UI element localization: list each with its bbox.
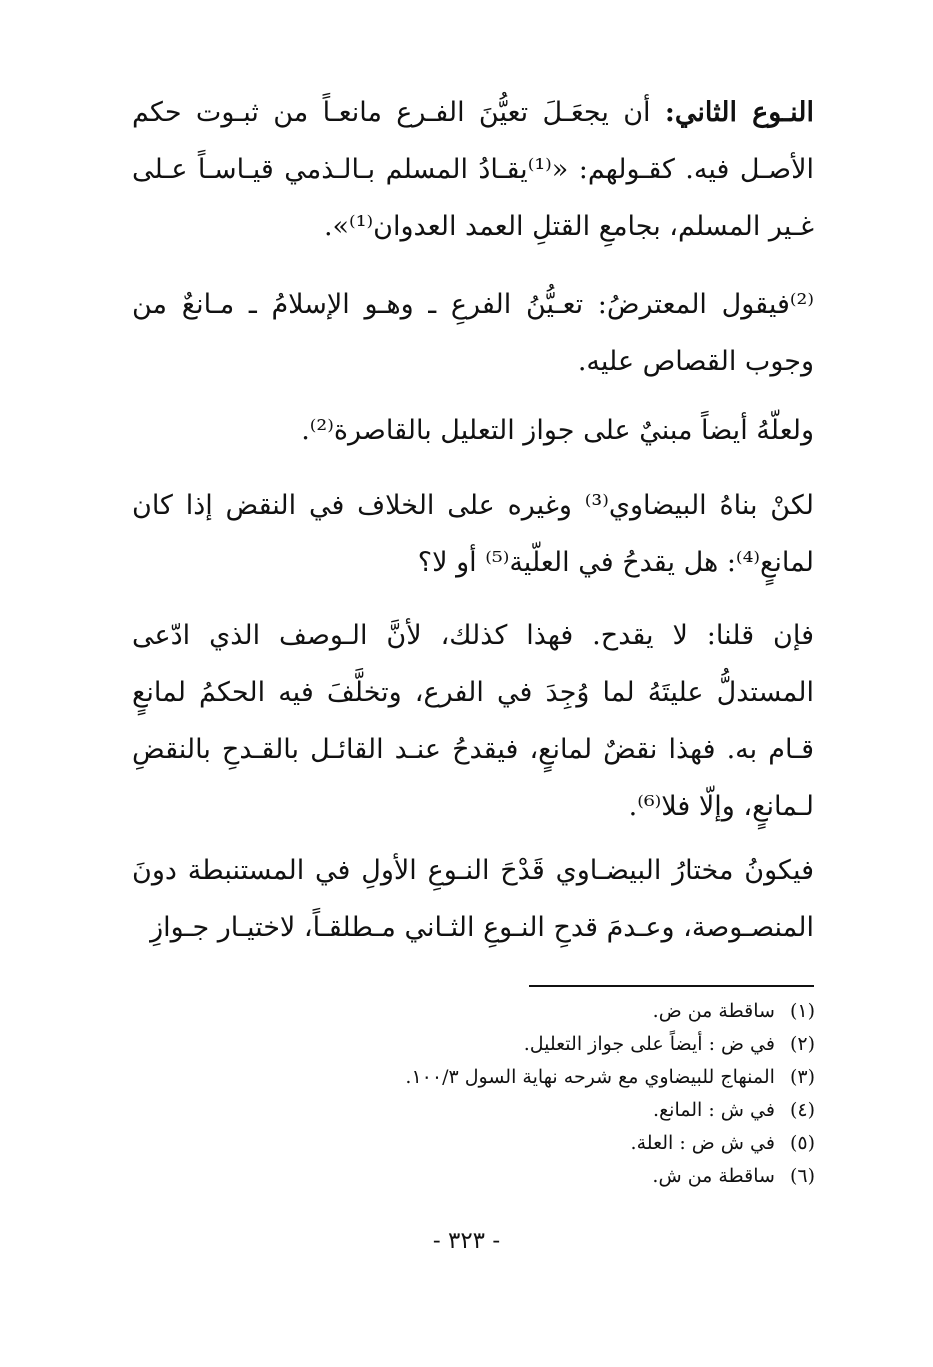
footnotes-list [115, 995, 815, 1193]
footnote-number: (٣) [789, 1066, 815, 1088]
footnote-5 [115, 1127, 815, 1160]
footnote-4 [115, 1094, 815, 1127]
paragraph-5: فإن قلنا: لا يقدح. فهذا كذلك، لأنَّ الـوصف الذي ادّعى المستدلُّ عليتَهُ لما وُجِدَ في الفرع، وتخلَّفَ فيه الحكمُ لمانعٍ قـام به. فهذا نقضٌ لمانعٍ، فيقدحُ عنـد القائـل بالقـدحِ بالنقضِ لـمانعٍ، وإلّا فلا⁽⁶⁾. [132, 620, 814, 822]
paragraph-2: ⁽²⁾فيقول المعترضُ: تعـيُّنُ الفرعِ ـ وهـو الإسلامُ ـ مـانعٌ من وجوب القصاص عليه. [132, 289, 814, 377]
paragraph-1-heading: النـوع الثاني: [664, 97, 814, 128]
footnote-number: (٢) [789, 1033, 815, 1055]
paragraph-6: فيكونُ مختارُ البيضـاوي قَدْحَ النـوعِ الأولِ في المستنبطة دونَ المنصـوصة، وعـدمَ قدحِ النـوعِ الثـاني مـطلقـاً، لاختيـار جـوازِ [132, 855, 814, 943]
footnote-text: المنهاج للبيضاوي مع شرحه نهاية السول ١٠٠/٣. [405, 1066, 775, 1088]
footnote-number: (٤) [789, 1099, 815, 1121]
paragraph-3: ولعلّهُ أيضاً مبنيٌ على جواز التعليل بالقاصرة⁽²⁾. [301, 415, 814, 446]
footnote-number: (٦) [789, 1165, 815, 1187]
footnote-text: في ض : أيضاً على جواز التعليل. [523, 1033, 775, 1055]
footnote-text: في ش ض : العلة. [630, 1132, 775, 1154]
footnote-1 [115, 995, 815, 1028]
paragraph-4: لكنْ بناهُ البيضاوي⁽³⁾ وغيره على الخلاف في النقض إذا كان لمانعٍ⁽⁴⁾: هل يقدحُ في العلّية⁽⁵⁾ أو لا؟ [132, 490, 815, 578]
footnote-3 [115, 1061, 815, 1094]
footnote-6 [115, 1160, 815, 1193]
paragraph-1-body: أن يجعَـلَ تعيُّنَ الفـرع مانعـاً من ثبـوت حكم الأصـل فيه. كقـولهم: «⁽¹⁾يقـادُ المسلم بـالـذمي قيـاسـاً عـلى غـير المسلم، بجامعِ القتلِ العمد العدوان⁽¹⁾». [132, 97, 814, 242]
paragraph-1 [132, 84, 814, 255]
footnote-text: ساقطة من ش. [652, 1165, 775, 1187]
footnote-2 [115, 1028, 815, 1061]
page-number: - ٣٢٣ - [432, 1228, 501, 1254]
footnote-text: في ش : المانع. [653, 1099, 775, 1121]
footnote-number: (٥) [789, 1132, 815, 1154]
footnote-separator [529, 985, 814, 987]
footnote-number: (١) [789, 1000, 815, 1022]
footnote-text: ساقطة من ض. [652, 1000, 775, 1022]
